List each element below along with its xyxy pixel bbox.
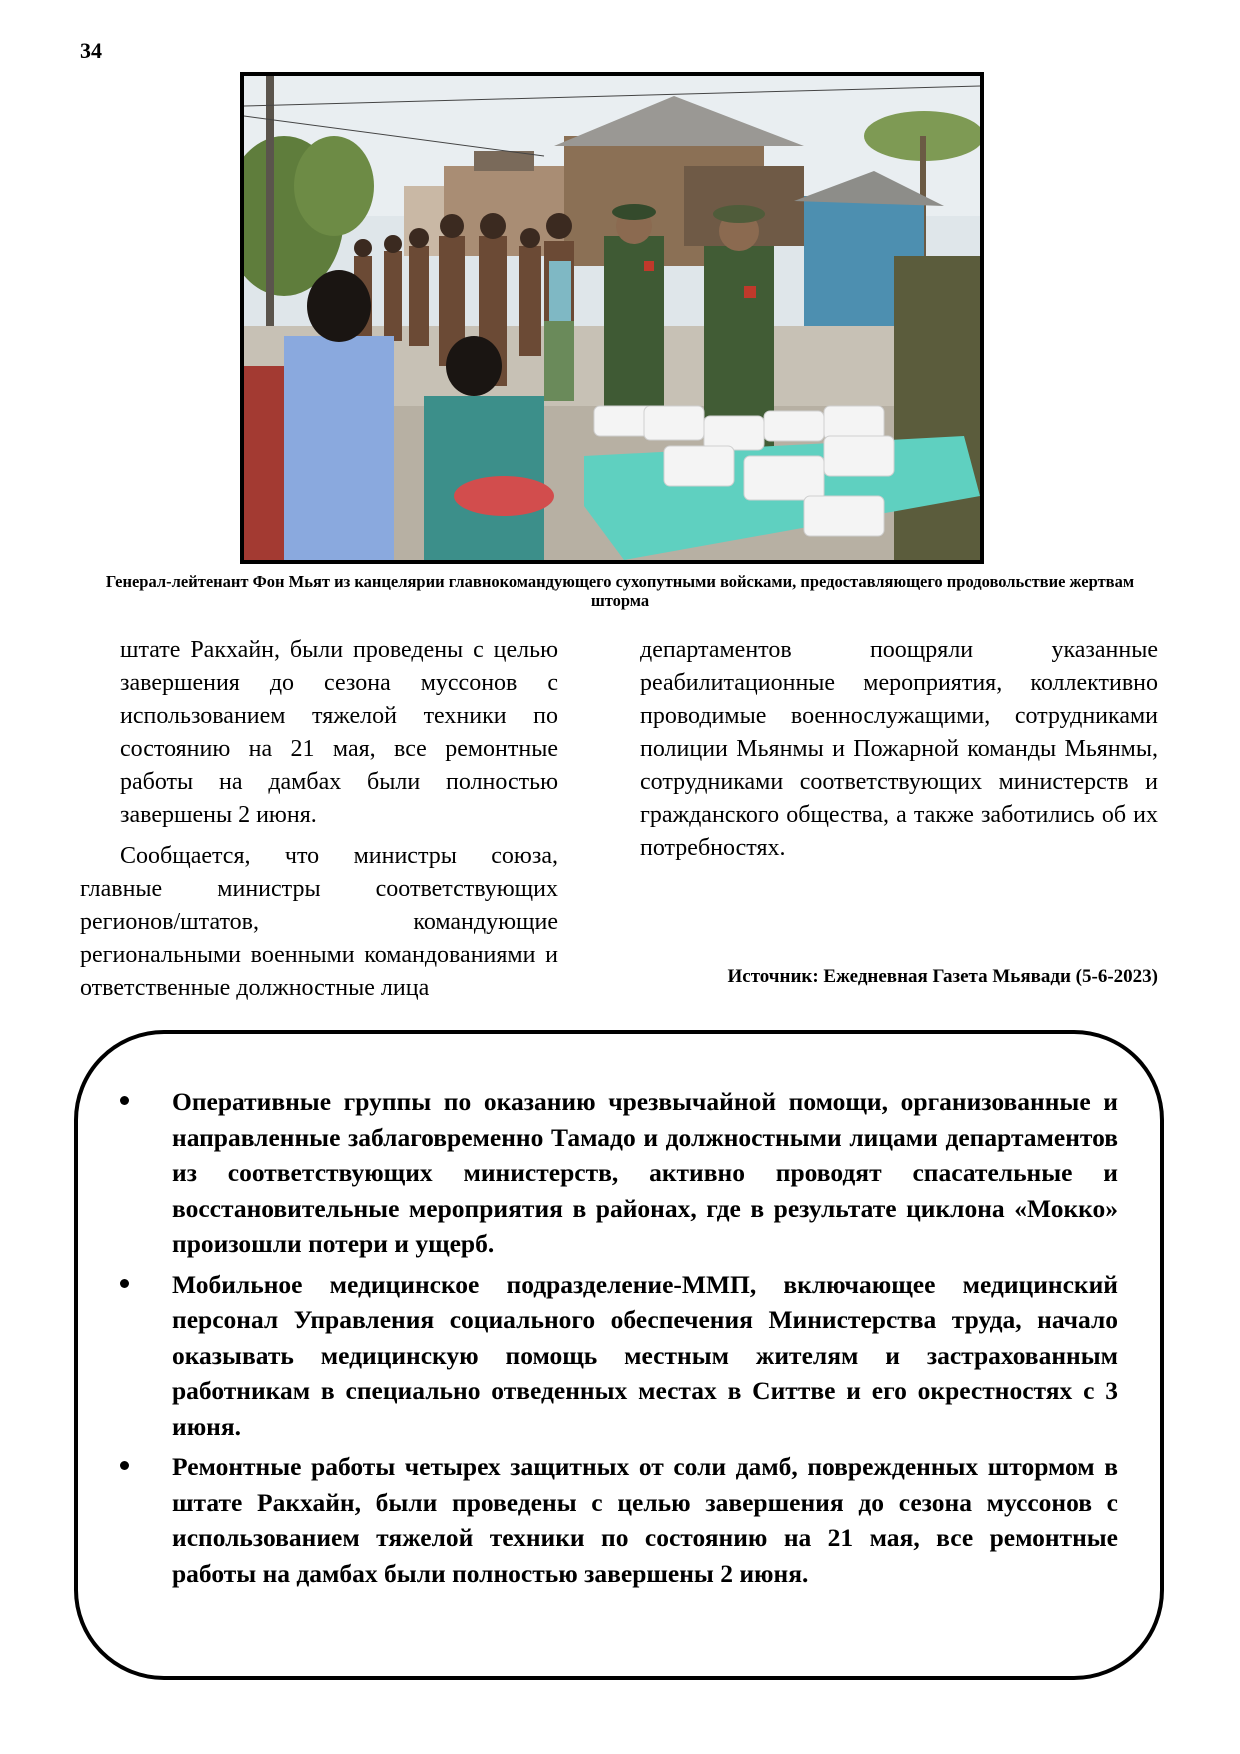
news-photo [240, 72, 984, 564]
bullet-icon [120, 1279, 129, 1288]
left-column [80, 634, 558, 1005]
summary-item-text: Ремонтные работы четырех защитных от соли дамб, поврежденных штормом в штате Ракхайн, были проведены с целью завершения до сезона муссонов с использованием тяжелой техники по состоянию на 21 мая, все ремонтные работы на дамбах были полностью завершены 2 июня. [172, 1452, 1118, 1588]
photo-food-distribution-icon [244, 76, 980, 560]
bullet-icon [120, 1096, 129, 1105]
bullet-icon [120, 1461, 129, 1470]
right-column [640, 634, 1158, 865]
summary-item [106, 1449, 1118, 1591]
summary-item-text: Оперативные группы по оказанию чрезвычайной помощи, организованные и направленные заблаговременно Тамадо и должностными лицами департаментов из соответствующих министерств, активно проводят спасательные и восстановительные мероприятия в районах, где в результате циклона «Мокко» произошли потери и ущерб. [172, 1087, 1118, 1258]
summary-box [74, 1030, 1164, 1680]
left-column-paragraph: Сообщается, что министры союза, главные министры соответствующих регионов/штатов, командующие региональными военными командованиями и ответственные должностные лица [80, 843, 558, 1001]
left-column-continuation: штате Ракхайн, были проведены с целью завершения до сезона муссонов с использованием тяжелой техники по состоянию на 21 мая, все ремонтные работы на дамбах были полностью завершены 2 июня. [120, 637, 558, 828]
summary-item [106, 1084, 1118, 1262]
source-attribution: Источник: Ежедневная Газета Мьявади (5-6-2023) [727, 966, 1158, 987]
summary-item [106, 1267, 1118, 1445]
page-number: 34 [80, 38, 102, 63]
summary-item-text: Мобильное медицинское подразделение-ММП, включающее медицинский персонал Управления социального обеспечения Министерства труда, начало оказывать медицинскую помощь местным жителям и застрахованным работникам в специально отведенных местах в Ситтве и его окрестностях с 3 июня. [172, 1269, 1118, 1441]
photo-caption: Генерал-лейтенант Фон Мьят из канцелярии главнокомандующего сухопутными войсками, предоставляющего продовольствие жертвам шторма [105, 572, 1135, 610]
summary-list [106, 1084, 1118, 1596]
right-column-paragraph: департаментов поощряли указанные реабилитационные мероприятия, коллективно проводимые военнослужащими, сотрудниками полиции Мьянмы и Пожарной команды Мьянмы, сотрудниками соответствующих министерств и гражданского общества, а также заботились об их потребностях. [640, 637, 1158, 861]
